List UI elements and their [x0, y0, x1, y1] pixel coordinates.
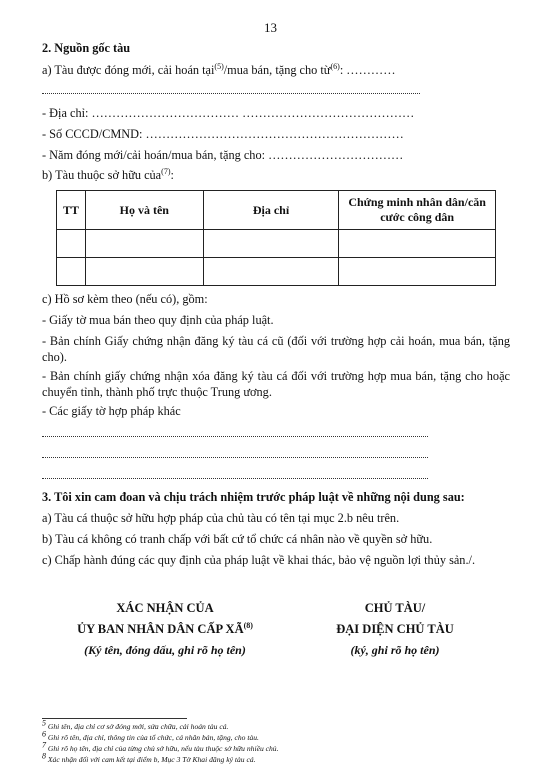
commitment-item: b) Tàu cá không có tranh chấp với bất cứ tổ chức cá nhân nào về quyền sở hữu. — [42, 532, 433, 546]
origin-mid-text: /mua bán, tặng cho từ — [223, 63, 331, 77]
origin-text: a) Tàu được đóng mới, cải hoán tại — [42, 63, 215, 77]
attachment-item: - Giấy tờ mua bán theo quy định của pháp luật. — [42, 313, 274, 327]
ownership-text: b) Tàu thuộc sở hữu của — [42, 168, 162, 182]
attachment-item: - Bản chính Giấy chứng nhận đăng ký tàu cá cũ (đối với trường hợp cải hoán, mua bán, tặng cho). — [42, 334, 510, 364]
footnote-number: 8 — [42, 751, 46, 761]
commune-signature-note: (Ký tên, đóng dấu, ghi rõ họ tên) — [84, 643, 246, 657]
table-cell[interactable] — [85, 230, 203, 258]
footnote-divider — [42, 718, 187, 719]
attachment-fill-line — [42, 478, 428, 479]
page-number: 13 — [264, 20, 277, 35]
owners-table-header — [57, 191, 496, 230]
address-line: - Địa chỉ: ……………………………… …………………………………… — [42, 106, 415, 120]
commitment-item: a) Tàu cá thuộc sở hữu hợp pháp của chủ tàu có tên tại mục 2.b nêu trên. — [42, 511, 400, 525]
footnote-text: Xác nhận đối với cam kết tại điểm b, Mục 3 Tờ Khai đăng ký tàu cá. — [46, 755, 256, 764]
table-row — [57, 258, 496, 286]
owner-representative-title: ĐẠI DIỆN CHỦ TÀU — [336, 622, 454, 636]
table-cell[interactable] — [85, 258, 203, 286]
col-header-id: Chứng minh nhân dân/căn cước công dân — [339, 191, 496, 230]
attachment-item: - Các giấy tờ hợp pháp khác — [42, 404, 181, 418]
col-header-name: Họ và tên — [85, 191, 203, 230]
table-cell[interactable] — [203, 258, 339, 286]
col-header-no: TT — [57, 191, 86, 230]
attachments-heading: c) Hồ sơ kèm theo (nếu có), gồm: — [42, 292, 208, 306]
origin-end-text: : ………… — [339, 63, 396, 77]
origin-fill-line — [42, 93, 420, 94]
table-cell[interactable] — [57, 258, 86, 286]
id-number-line: - Số CCCD/CMND: ……………………………………………………… — [42, 127, 404, 141]
owners-table — [56, 190, 496, 286]
section-2-heading: 2. Nguồn gốc tàu — [42, 41, 131, 55]
footnote-5 — [42, 718, 229, 732]
footnote-7 — [42, 740, 279, 754]
attachment-fill-line — [42, 436, 428, 437]
table-cell[interactable] — [339, 258, 496, 286]
ownership-end: : — [170, 168, 174, 182]
col-header-address: Địa chỉ — [203, 191, 339, 230]
commune-committee-text: ỦY BAN NHÂN DÂN CẤP XÃ — [77, 622, 244, 636]
owner-signature-note: (ký, ghi rõ họ tên) — [350, 643, 440, 657]
footnote-ref-7: (7) — [161, 166, 171, 176]
commitment-item: c) Chấp hành đúng các quy định của pháp luật về khai thác, bảo vệ nguồn lợi thủy sản./. — [42, 553, 476, 567]
commune-committee-title — [50, 619, 280, 640]
table-row — [57, 230, 496, 258]
footnote-ref-6: (6) — [330, 61, 340, 71]
footnote-number: 6 — [42, 729, 46, 739]
footnote-ref-5: (5) — [214, 61, 224, 71]
ownership-line — [42, 167, 174, 183]
owner-signature-block — [300, 598, 490, 661]
footnote-text: Ghi rõ họ tên, địa chỉ của từng chủ sở hữu, nếu tàu thuộc sở hữu nhiều chủ. — [46, 744, 279, 753]
attachment-fill-line — [42, 457, 428, 458]
footnote-6 — [42, 729, 259, 743]
attachment-item: - Bản chính giấy chứng nhận xóa đăng ký tàu cá đối với trường hợp mua bán, tặng cho hoặc chuyển tỉnh, thành phố trực thuộc Trung ương. — [42, 369, 510, 399]
footnote-text: Ghi tên, địa chỉ cơ sở đóng mới, sửa chữa, cải hoán tàu cá. — [46, 722, 229, 731]
year-line: - Năm đóng mới/cải hoán/mua bán, tặng cho: …………………………… — [42, 148, 404, 162]
footnote-text: Ghi rõ tên, địa chỉ, thông tin của tổ chức, cá nhân bán, tặng, cho tàu. — [46, 733, 259, 742]
footnote-number: 7 — [42, 740, 46, 750]
owner-title: CHỦ TÀU/ — [364, 601, 426, 615]
section-3-heading: 3. Tôi xin cam đoan và chịu trách nhiệm trước pháp luật về những nội dung sau: — [42, 490, 465, 504]
footnote-ref-8: (8) — [243, 620, 253, 630]
table-cell[interactable] — [57, 230, 86, 258]
origin-line — [42, 62, 396, 78]
footnote-8 — [42, 751, 256, 765]
table-cell[interactable] — [203, 230, 339, 258]
commune-confirmation-block — [50, 598, 280, 661]
table-cell[interactable] — [339, 230, 496, 258]
commune-confirmation-title: XÁC NHẬN CỦA — [116, 601, 214, 615]
footnote-number: 5 — [42, 718, 46, 728]
